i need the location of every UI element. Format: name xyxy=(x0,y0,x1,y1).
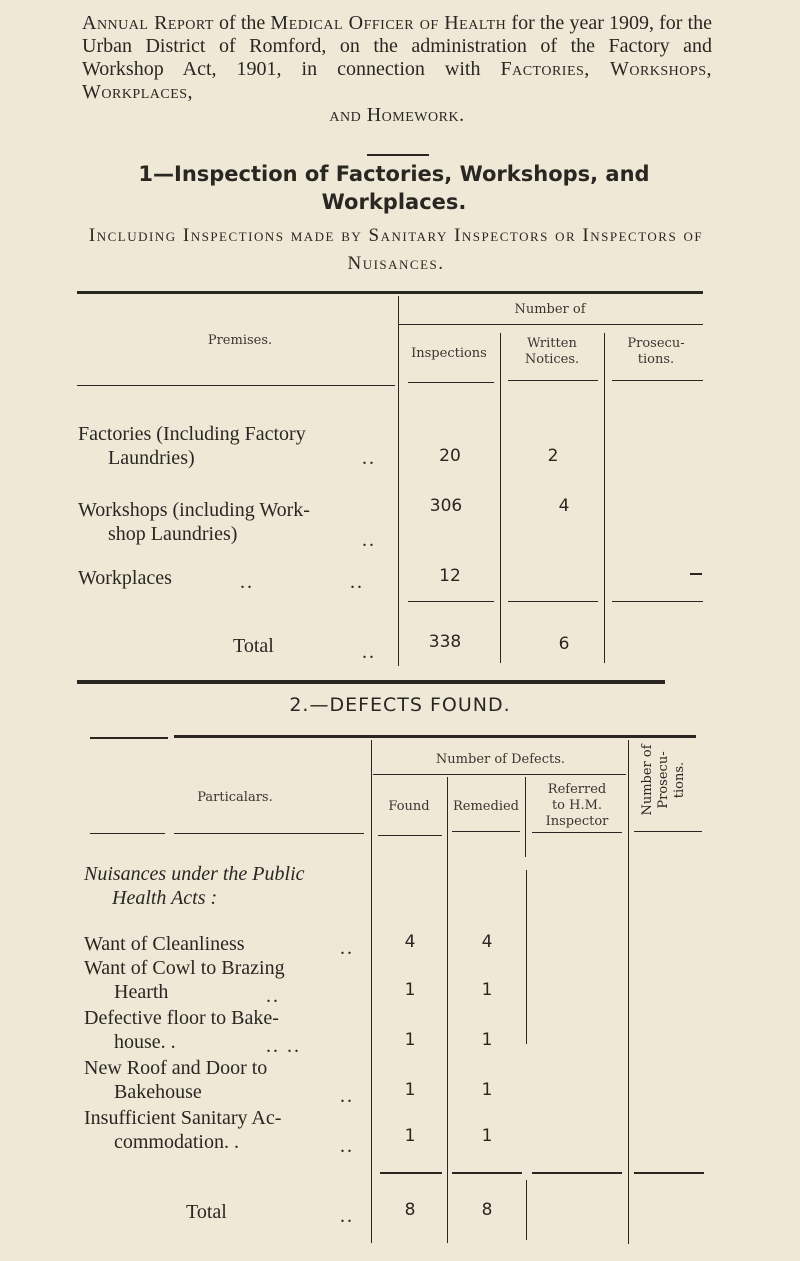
inspections-value: 306 xyxy=(429,496,463,516)
header-inspections: Inspections xyxy=(411,346,487,361)
defect-label: New Roof and Door to xyxy=(84,1057,268,1079)
table1-header-bottom-3 xyxy=(612,380,703,381)
intro-categories: Factories, Workshops, Workplaces, xyxy=(82,58,712,103)
section2-title: 2.—DEFECTS FOUND. xyxy=(289,694,511,716)
leader-dots: .. xyxy=(362,641,376,663)
table2-header-bottom-4 xyxy=(634,831,702,832)
dash-mark xyxy=(690,573,702,575)
leader-dots: .. xyxy=(340,937,354,959)
table2-col-divider-3 xyxy=(525,777,526,857)
defect-label: Want of Cleanliness xyxy=(84,933,245,955)
remedied-value: 1 xyxy=(481,1030,493,1050)
found-value: 1 xyxy=(404,980,416,1000)
notices-value: 2 xyxy=(547,446,559,466)
section1-title: 1—Inspection of Factories, Workshops, and Workplaces. xyxy=(138,162,650,214)
table2-header-bottom-3 xyxy=(532,832,622,833)
report-intro xyxy=(82,12,712,127)
total-remedied: 8 xyxy=(481,1200,493,1220)
header-prosecutions-vertical xyxy=(640,735,700,825)
defect-label: Insufficient Sanitary Ac- xyxy=(84,1107,282,1129)
intro-officer: Medical Officer of Health xyxy=(270,12,507,34)
premises-label: shop Laundries) xyxy=(108,523,238,545)
intro-homework: and Homework. xyxy=(329,104,465,126)
table2-header-rule xyxy=(373,774,626,775)
table1-header-bottom-left xyxy=(77,385,395,386)
defect-label: Bakehouse xyxy=(114,1081,202,1103)
defect-label: house. . xyxy=(114,1031,176,1053)
remedied-value: 1 xyxy=(481,1126,493,1146)
header-referred-3: Inspector xyxy=(545,814,609,829)
intro-report-title: Annual Report xyxy=(82,12,214,34)
defect-label: Want of Cowl to Brazing xyxy=(84,957,285,979)
header-referred-2: to H.M. xyxy=(551,798,603,813)
total-label: Total xyxy=(233,635,274,657)
leader-dots: .. xyxy=(350,571,364,593)
premises-label: Laundries) xyxy=(108,447,195,469)
leader-dots: .. xyxy=(340,1085,354,1107)
group-heading: Nuisances under the Public xyxy=(84,863,305,885)
defect-label: Hearth xyxy=(114,981,169,1003)
table2-header-bottom-b xyxy=(174,833,364,834)
table1-bottom-rule xyxy=(77,680,665,684)
group-heading: Health Acts : xyxy=(112,887,218,909)
table2-referred-divider-b xyxy=(526,1180,527,1240)
leader-dots: .. xyxy=(362,447,376,469)
leader-dots: .. xyxy=(240,571,254,593)
table2-total-rule-2 xyxy=(452,1172,522,1174)
notices-value: 4 xyxy=(558,496,570,516)
remedied-value: 4 xyxy=(481,932,493,952)
leader-dots: .. xyxy=(362,529,376,551)
section1-subtitle: Including Inspections made by Sanitary Inspectors or Inspectors of Nuisances. xyxy=(88,225,704,274)
table1-header-rule xyxy=(398,324,703,325)
inspections-value: 20 xyxy=(439,446,461,466)
header-prosec-vert-3: tions. xyxy=(672,761,687,799)
table1-header-bottom-2 xyxy=(508,380,598,381)
remedied-value: 1 xyxy=(481,980,493,1000)
leader-dots: .. xyxy=(266,985,280,1007)
header-prosec-vert-1: Number of xyxy=(640,744,655,816)
defect-label: commodation. . xyxy=(114,1131,239,1153)
table2-referred-divider xyxy=(526,870,527,1044)
header-particulars: Particalars. xyxy=(197,790,273,805)
remedied-value: 1 xyxy=(481,1080,493,1100)
header-premises: Premises. xyxy=(207,333,273,348)
defect-label: Defective floor to Bake- xyxy=(84,1007,279,1029)
header-prosec-1: Prosecu- xyxy=(627,336,685,351)
premises-label: Factories (Including Factory xyxy=(78,423,306,445)
table1-total-rule-3 xyxy=(612,601,703,602)
header-referred-1: Referred xyxy=(547,782,607,797)
leader-dots: .. xyxy=(340,1205,354,1227)
table2-total-rule-4 xyxy=(634,1172,704,1174)
header-number-of: Number of xyxy=(514,302,586,317)
found-value: 1 xyxy=(404,1030,416,1050)
header-written-1: Written xyxy=(527,336,577,351)
table1-col-divider-2 xyxy=(500,333,501,663)
table1-total-rule-1 xyxy=(408,601,494,602)
table2-header-bottom-a xyxy=(90,833,165,834)
header-found: Found xyxy=(388,799,430,814)
table2-total-rule-3 xyxy=(532,1172,622,1174)
header-remedied: Remedied xyxy=(453,799,519,814)
header-written-2: Notices. xyxy=(524,352,580,367)
intro-text-2: for the year 1909, for the Urban District of Romford, on the administration of the Factory and Workshop Act, 1901, in connection with xyxy=(82,12,713,80)
premises-label: Workshops (including Work- xyxy=(78,499,310,521)
found-value: 1 xyxy=(404,1126,416,1146)
header-prosec-vert-2: Prosecu- xyxy=(656,751,671,809)
table2-col-divider-4 xyxy=(628,740,629,1244)
table2-col-divider xyxy=(371,740,372,1243)
total-found: 8 xyxy=(404,1200,416,1220)
table2-header-bottom-1 xyxy=(378,835,442,836)
table1-top-rule xyxy=(77,291,703,294)
table2-total-rule-1 xyxy=(380,1172,442,1174)
table2-col-divider-2 xyxy=(447,777,448,1243)
inspections-value: 12 xyxy=(439,566,461,586)
table2-top-rule-a xyxy=(90,737,168,739)
total-notices: 6 xyxy=(558,634,570,654)
found-value: 4 xyxy=(404,932,416,952)
table1-header-bottom-1 xyxy=(408,382,494,383)
premises-label: Workplaces xyxy=(78,567,172,589)
leader-dots: .. .. xyxy=(266,1035,301,1057)
total-label: Total xyxy=(186,1201,227,1223)
leader-dots: .. xyxy=(340,1135,354,1157)
header-prosec-2: tions. xyxy=(637,352,675,367)
table1-total-rule-2 xyxy=(508,601,598,602)
intro-text-1: of the xyxy=(213,12,271,34)
found-value: 1 xyxy=(404,1080,416,1100)
divider-rule xyxy=(367,154,429,156)
header-number-of-defects: Number of Defects. xyxy=(435,752,566,767)
table2-header-bottom-2 xyxy=(452,831,520,832)
total-inspections: 338 xyxy=(428,632,462,652)
table2-top-rule-b xyxy=(174,735,696,738)
